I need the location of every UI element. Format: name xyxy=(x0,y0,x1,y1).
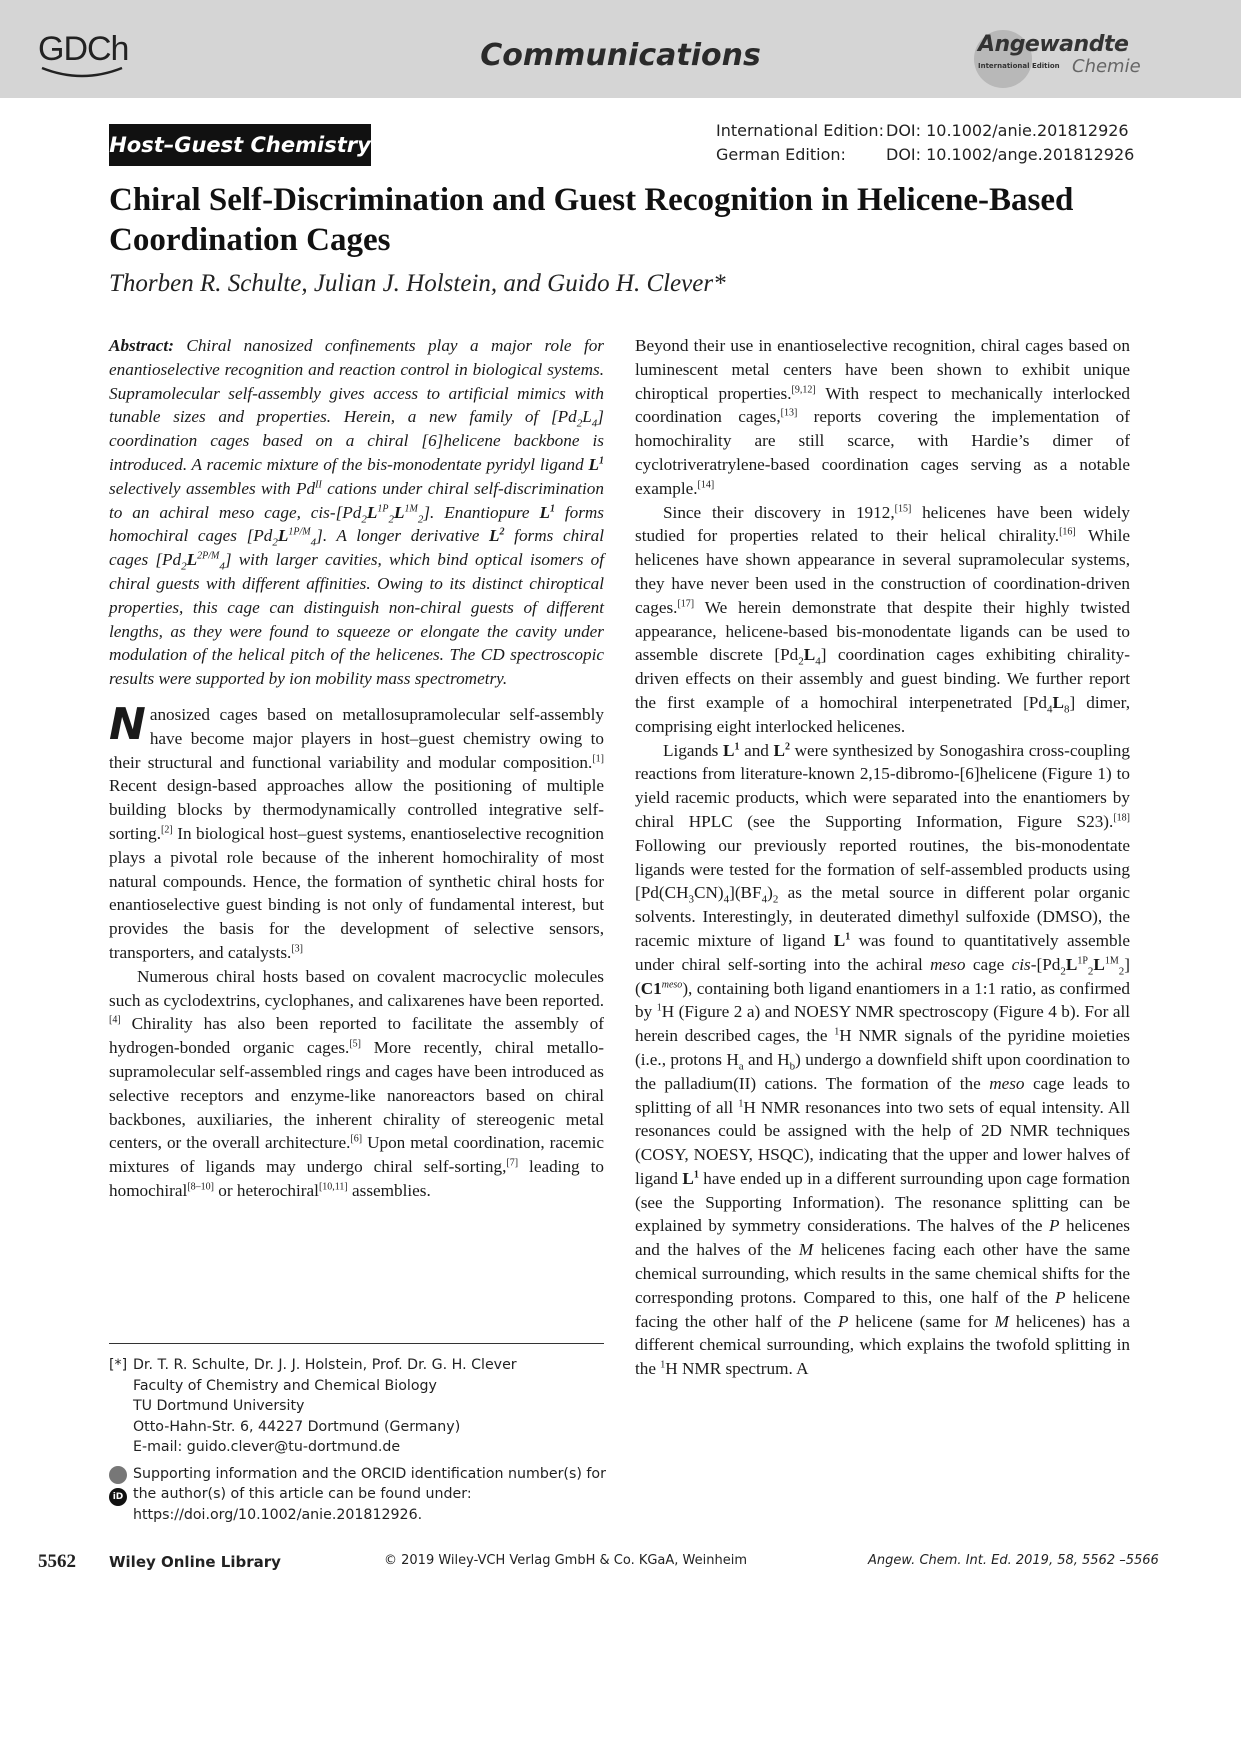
body-paragraph: Since their discovery in 1912,[15] helicenes have been widely studied for properties related to their helical chirality.[16] While helicenes have shown appearance in several supramolecular systems, they have never been used in the construction of coordination-driven cages.[17] We herein demonstrate that despite their highly twisted appearance, helicene-based bis-monodentate ligands can be used to assemble discrete $[Pd_2L_4]$ coordination cages exhibiting chirality-driven effects on their assembly and guest binding. We further report the first example of a homochiral interpenetrated $[Pd_4L_8]$ dimer, comprising eight interlocked helicenes. xyxy=(635,502,1131,736)
journal-citation: Angew. Chem. Int. Ed. 2019, 58, 5562 –5566 xyxy=(868,1553,1159,1568)
supporting-info: iD Supporting information and the ORCID identification number(s) for the author(s) of this article can be found under: https://doi.org/10.1002/anie.201812926. xyxy=(133,1464,609,1526)
german-doi[interactable]: DOI: 10.1002/ange.201812926 xyxy=(886,145,1135,164)
body-paragraph: Numerous chiral hosts based on covalent macrocyclic molecules such as cyclodextrins, cyclophanes, and calixarenes have been reported.[4] Chirality has also been reported to facilitate the assembly of hydrogen-bonded organic cages.[5] More recently, chiral metallo-supramolecular self-assembled rings and cages have been introduced as selective receptors and enzyme-like nanoreactors based on chiral backbones, auxiliaries, the inherent chirality of stereogenic metal centers, or the overall architecture.[6] Upon metal coordination, racemic mixtures of ligands may undergo chiral self-sorting,[7] leading to homochiral[8–10] or heterochiral[10,11] assemblies. xyxy=(109,966,604,1200)
doi-block: International Edition: DOI: 10.1002/anie.201812926 German Edition: DOI: 10.1002/ange.201812926 xyxy=(716,121,1135,164)
orcid-icon: iD xyxy=(109,1488,127,1506)
body-paragraph: Ligands $L^1$ and $L^2$ were synthesized by Sonogashira cross-coupling reactions from literature-known 2,15-dibromo-[6]helicene (Figure 1) to yield racemic products, which were separated into the enantiomers by chiral HPLC (see the Supporting Information, Figure S23).[18] Following our previously reported routines, the bis-monodentate ligands were tested for the formation of self-assembled products using $[Pd(CH_3CN)_4](BF_4)_2$ as the metal source in different polar organic solvents. Interestingly, in deuterated dimethyl sulfoxide (DMSO), the racemic mixture of ligand $L^1$ was found to quantitatively assemble under chiral self-sorting into the achiral meso cage cis-$[Pd_2L^{1P}_2L^{1M}_2]$ $(C1^{meso})$, containing both ligand enantiomers in a 1:1 ratio, as confirmed by $^1$H (Figure 2 a) and NOESY NMR spectroscopy (Figure 4 b). For all herein described cages, the $^1$H NMR signals of the pyridine moieties (i.e., protons $H_a$ and $H_b$) undergo a downfield shift upon coordination to the palladium(II) cations. The formation of the meso cage leads to splitting of all $^1$H NMR resonances into two sets of equal intensity. All resonances could be assigned with the help of 2D NMR techniques (COSY, NOESY, HSQC), indicating that the upper and lower halves of ligand $L^1$ have ended up in a different surrounding upon cage formation (see the Supporting Information). The resonance splitting can be explained by symmetry considerations. The halves of the P helicenes and the halves of the M helicenes facing each other have the same chemical surrounding, which results in the same chemical shifts for the corresponding protons. Compared to this, one half of the P helicene facing the other half of the P helicene (same for M helicenes) has a different chemical surrounding, which explains the twofold splitting in the $^1$H NMR spectrum. A xyxy=(635,740,1131,1379)
page-number: 5562 xyxy=(38,1551,76,1572)
abstract: Abstract: Chiral nanosized confinements play a major role for enantioselective recognition and reaction control in biological systems. Supramolecular self-assembly gives access to artificial mimics with tunable sizes and properties. Herein, a new family of $[Pd_2L_4]$ coordination cages based on a chiral [6]helicene backbone is introduced. A racemic mixture of the bis-monodentate pyridyl ligand $L^1$ selectively assembles with $Pd^{II}$ cations under chiral self-discrimination to an achiral meso cage, cis-$[Pd_2L^{1P}_2L^{1M}_2]$. Enantiopure $L^1$ forms homochiral cages $[Pd_2L^{1P/M}_4]$. A longer derivative $L^2$ forms chiral cages $[Pd_2L^{2P/M}_4]$ with larger cavities, which bind optical isomers of chiral guests with different affinities. Owing to its distinct chiroptical properties, this cage can distinguish non-chiral guests of different lengths, as they were found to squeeze or elongate the cavity under modulation of the helical pitch of the helicenes. The CD spectroscopic results were supported by ion mobility mass spectrometry. xyxy=(109,336,604,689)
footnote-rule xyxy=(109,1343,604,1344)
article-title: Chiral Self-Discrimination and Guest Recognition in Helicene-Based Coordination Cages xyxy=(109,182,1074,258)
page-footer xyxy=(0,1551,1241,1575)
intro-paragraph: Nanosized cages based on metallosupramolecular self-assembly have become major players in host–guest chemistry owing to their structural and functional variability and modular composition.[1] Recent design-based approaches allow the positioning of multiple building blocks by thermodynamically controlled integrative self-sorting.[2] In biological host–guest systems, enantioselective recognition plays a pivotal role because of the inherent homochirality of most natural compounds. Hence, the formation of synthetic chiral hosts for enantioselective guest binding is not only of fundamental interest, but provides the basis for the development of selective sensors, transporters, and catalysts.[3] xyxy=(109,698,604,962)
gdch-logo: GDCh xyxy=(38,30,129,68)
author-list: Thorben R. Schulte, Julian J. Holstein, and Guido H. Clever* xyxy=(109,270,726,297)
section-heading: Communications xyxy=(480,38,761,73)
supporting-info-icon xyxy=(109,1466,127,1484)
footnote-line: Faculty of Chemistry and Chemical Biology xyxy=(133,1377,437,1394)
angewandte-logo: Angewandte International Edition Chemie xyxy=(968,26,1133,88)
footnote-line: Otto-Hahn-Str. 6, 44227 Dortmund (Germany) xyxy=(133,1418,461,1435)
right-column xyxy=(635,334,1130,1381)
left-column xyxy=(109,334,604,1203)
email-link[interactable]: E-mail: guido.clever@tu-dortmund.de xyxy=(133,1439,401,1455)
body-paragraph: Beyond their use in enantioselective recognition, chiral cages based on luminescent metal centers have been shown to exhibit unique chiroptical properties.[9,12] With respect to mechanically interlocked coordination cages,[13] reports covering the implementation of homochirality are still scarce, with Hardie’s dimer of cyclotriveratrylene-based coordination cages serving as a notable example.[14] xyxy=(635,336,1130,498)
wiley-library-link[interactable]: Wiley Online Library xyxy=(109,1553,281,1571)
footnote-line: Dr. T. R. Schulte, Dr. J. J. Holstein, Prof. Dr. G. H. Clever xyxy=(133,1357,517,1373)
copyright: © 2019 Wiley-VCH Verlag GmbH & Co. KGaA, Weinheim xyxy=(384,1553,748,1568)
intl-doi[interactable]: DOI: 10.1002/anie.201812926 xyxy=(886,121,1129,140)
footnote: [*] Dr. T. R. Schulte, Dr. J. J. Holstein, Prof. Dr. G. H. Clever Faculty of Chemistry and Chemical Biology TU Dortmund University Otto-Hahn-Str. 6, 44227 Dortmund (Germany) E-mail: guido.clever@tu-dortmund.de iD Supporting information and the ORCID identification number(s) for the author(s) of this article can be found under: https://doi.org/10.1002/anie.201812926. xyxy=(109,1355,609,1525)
footnote-line: TU Dortmund University xyxy=(133,1398,305,1414)
doi-link[interactable]: https://doi.org/10.1002/anie.201812926. xyxy=(133,1506,423,1523)
category-tag: Host–Guest Chemistry xyxy=(109,124,371,166)
